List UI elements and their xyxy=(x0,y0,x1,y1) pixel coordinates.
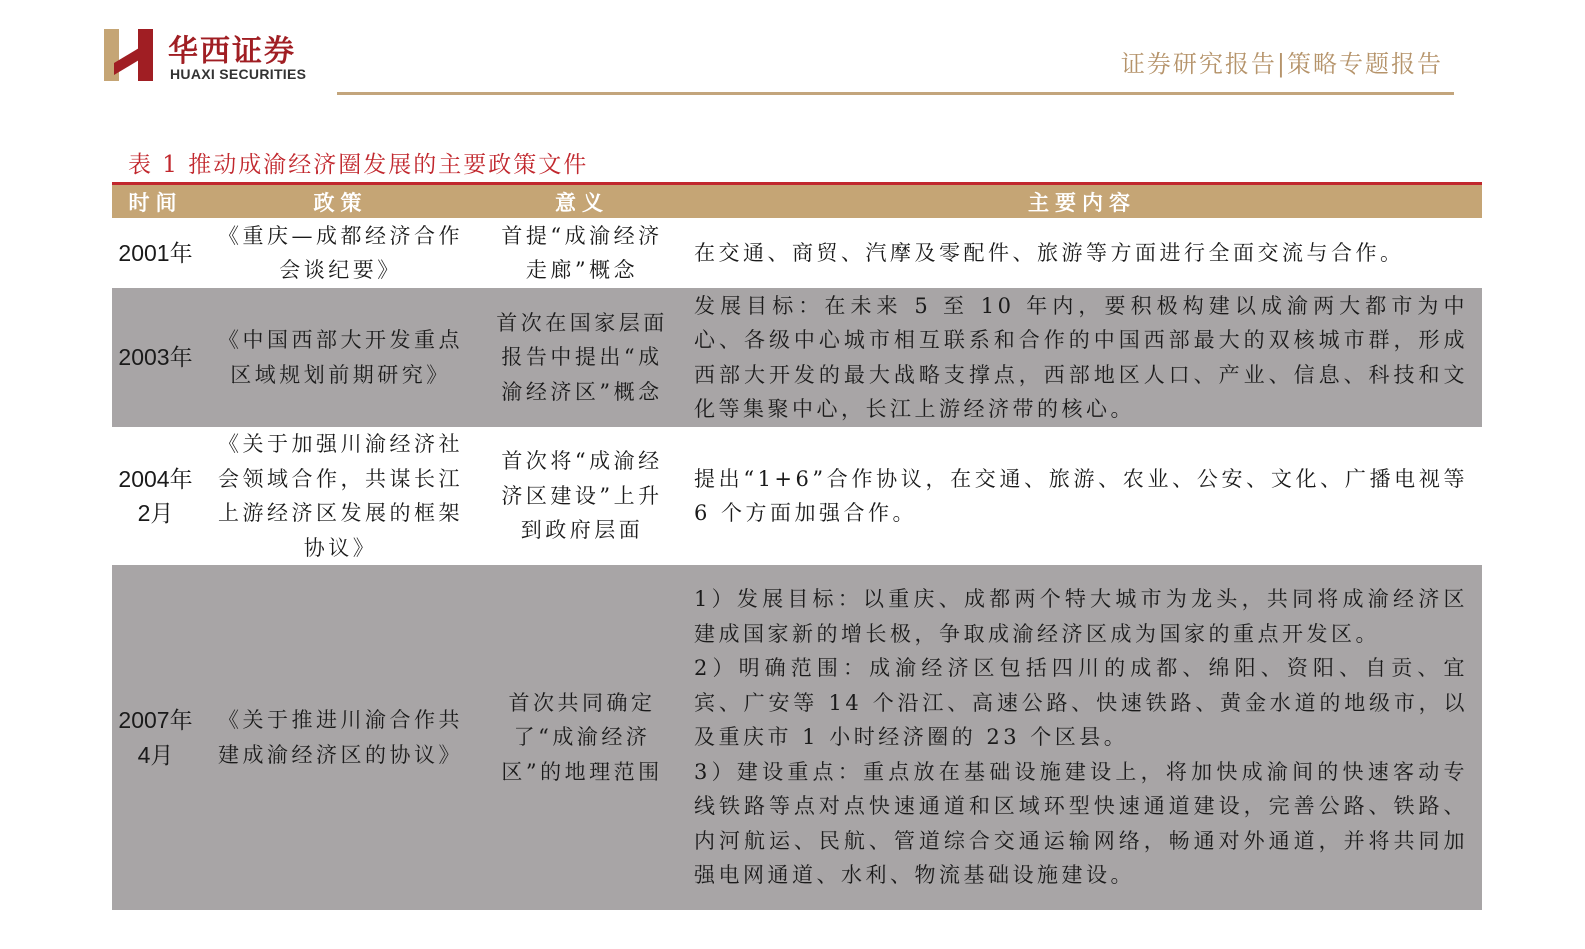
row-content xyxy=(682,565,1482,910)
row-content xyxy=(682,427,1482,565)
report-type-label: 证券研究报告|策略专题报告 xyxy=(1120,50,1443,78)
row-significance: 首次共同确定了“成渝经济区”的地理范围 xyxy=(482,565,682,910)
policy-table xyxy=(112,185,1482,910)
content-line: 2）明确范围：成渝经济区包括四川的成都、绵阳、资阳、自贡、宜宾、广安等 14 个沿江、高速公路、快速铁路、黄金水道的地级市，以及重庆市 1 小时经济圈的 23 个区县。 xyxy=(694,656,1468,750)
row-significance: 首次将“成渝经济区建设”上升到政府层面 xyxy=(501,449,663,543)
content-line: 1）发展目标：以重庆、成都两个特大城市为龙头，共同将成渝经济区建成国家新的增长极，争取成渝经济区成为国家的重点开发区。 xyxy=(694,587,1468,646)
table-title: 表 1 推动成渝经济圈发展的主要政策文件 xyxy=(128,152,589,178)
row-policy: 《重庆—成都经济合作会谈纪要》 xyxy=(218,223,463,282)
row-time: 2004年2月 xyxy=(118,465,193,526)
row-policy: 《关于推进川渝合作共建成渝经济区的协议》 xyxy=(199,565,482,910)
huaxi-logo-icon xyxy=(104,27,154,83)
content-line: 提出“1+6”合作协议，在交通、旅游、农业、公安、文化、广播电视等 6 个方面加强合作。 xyxy=(694,466,1468,525)
row-time: 2007年4月 xyxy=(112,565,199,910)
content-line: 3）建设重点：重点放在基础设施建设上，将加快成渝间的快速客动专线铁路等点对点快速通道和区域环型快速通道建设，完善公路、铁路、内河航运、民航、管道综合交通运输网络，畅通对外通道，并将共同加强电网通道、水利、物流基础设施建设。 xyxy=(694,759,1468,888)
row-time: 2001年 xyxy=(118,239,193,266)
content-line: 在交通、商贸、汽摩及零配件、旅游等方面进行全面交流与合作。 xyxy=(694,240,1405,265)
table-row xyxy=(112,218,1482,288)
row-significance: 首次在国家层面报告中提出“成渝经济区”概念 xyxy=(482,288,682,427)
row-policy: 《关于加强川渝经济社会领域合作，共谋长江上游经济区发展的框架协议》 xyxy=(218,432,463,560)
table-header-row xyxy=(112,185,1482,218)
header-time: 时间 xyxy=(112,185,199,218)
header-policy: 政策 xyxy=(199,185,482,218)
header-divider xyxy=(337,92,1454,95)
row-time: 2003年 xyxy=(112,288,199,427)
row-policy: 《中国西部大开发重点区域规划前期研究》 xyxy=(199,288,482,427)
content-line: 发展目标：在未来 5 至 10 年内，要积极构建以成渝两大都市为中心、各级中心城市相互联系和合作的中国西部最大的双核城市群，形成西部大开发的最大战略支撑点，西部地区人口、产业、信息、科技和文化等集聚中心，长江上游经济带的核心。 xyxy=(694,293,1468,421)
row-content xyxy=(682,218,1482,288)
header-significance: 意义 xyxy=(482,185,682,218)
header-content: 主要内容 xyxy=(682,185,1482,218)
brand-name-cn: 华西证券 xyxy=(168,34,296,69)
table-row xyxy=(112,565,1482,910)
row-content xyxy=(682,288,1482,427)
brand-name-en: HUAXI SECURITIES xyxy=(170,66,307,82)
row-significance: 首提“成渝经济走廊”概念 xyxy=(501,223,663,282)
table-row xyxy=(112,288,1482,427)
table-row xyxy=(112,427,1482,565)
